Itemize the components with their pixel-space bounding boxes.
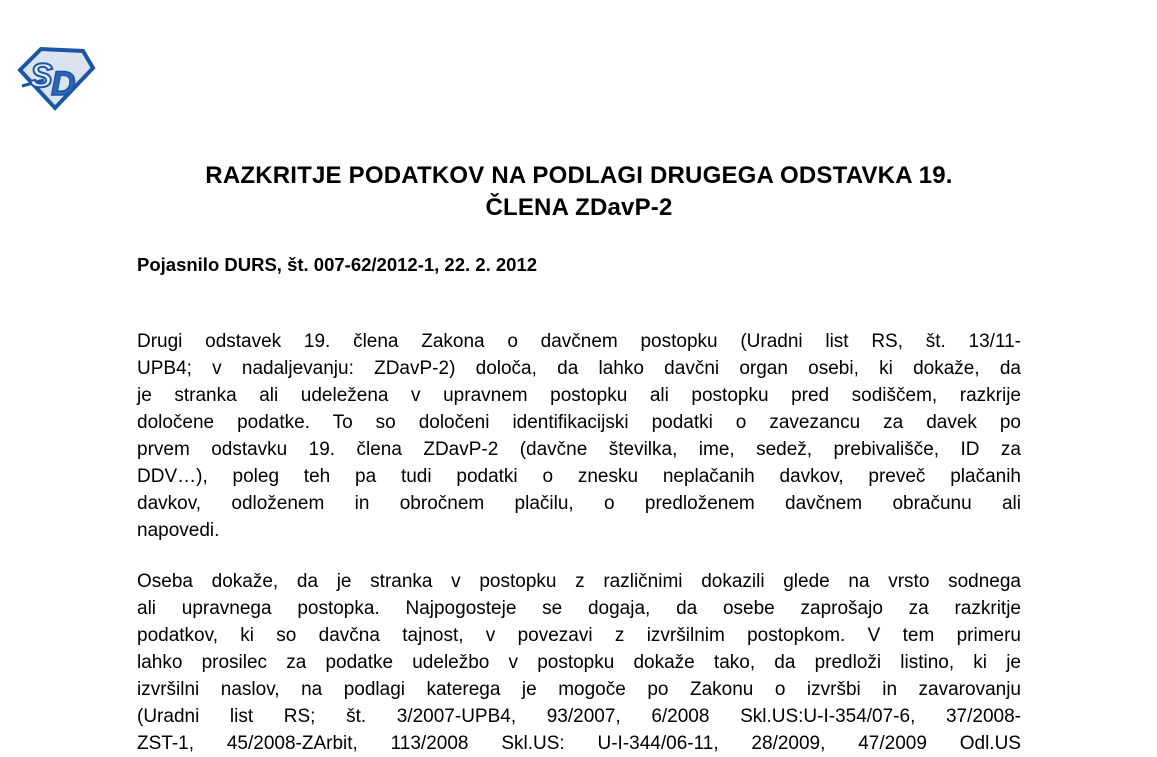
document-title xyxy=(137,160,1021,224)
title-line-1: RAZKRITJE PODATKOV NA PODLAGI DRUGEGA ODSTAVKA 19. xyxy=(205,162,953,189)
paragraph-2-line: podatkov, ki so davčna tajnost, v povezavi z izvršilnim postopkom. V tem primeru xyxy=(137,625,1021,646)
paragraph-2-line: (Uradni list RS; št. 3/2007-UPB4, 93/2007, 6/2008 Skl.US:U-I-354/07-6, 37/2008- xyxy=(137,706,1021,727)
paragraph-1-line: DDV…), poleg teh pa tudi podatki o znesku neplačanih davkov, preveč plačanih xyxy=(137,466,1021,487)
title-line-2: ČLENA ZDavP-2 xyxy=(485,194,673,221)
paragraph-1-line: je stranka ali udeležena v upravnem postopku ali postopku pred sodiščem, razkrije xyxy=(137,385,1021,406)
paragraph-1-line: davkov, odloženem in obročnem plačilu, o predloženem davčnem obračunu ali xyxy=(137,493,1021,514)
paragraph-1-line: napovedi. xyxy=(137,520,220,541)
paragraph-1-line: prvem odstavku 19. člena ZDavP-2 (davčne številka, ime, sedež, prebivališče, ID za xyxy=(137,439,1021,460)
paragraph-2-line: ali upravnega postopka. Najpogosteje se dogaja, da osebe zaprošajo za razkritje xyxy=(137,598,1021,619)
paragraph-2-line: izvršilni naslov, na podlagi katerega je mogoče po Zakonu o izvršbi in zavarovanju xyxy=(137,679,1021,700)
paragraph-1-line: UPB4; v nadaljevanju: ZDavP-2) določa, da lahko davčni organ osebi, ki dokaže, da xyxy=(137,358,1021,379)
paragraph-1 xyxy=(137,328,1021,544)
paragraph-2-line: Oseba dokaže, da je stranka v postopku z različnimi dokazili glede na vrsto sodnega xyxy=(137,571,1021,592)
paragraph-1-line: določene podatke. To so določeni identifikacijski podatki o zavezancu za davek po xyxy=(137,412,1021,433)
document-content xyxy=(137,0,1021,757)
paragraph-1-line: Drugi odstavek 19. člena Zakona o davčnem postopku (Uradni list RS, št. 13/11- xyxy=(137,331,1021,352)
document-subtitle: Pojasnilo DURS, št. 007-62/2012-1, 22. 2. 2012 xyxy=(137,254,538,275)
paragraph-2-line: lahko prosilec za podatke udeležbo v postopku dokaže tako, da predloži listino, ki je xyxy=(137,652,1021,673)
paragraph-2 xyxy=(137,568,1021,757)
sd-logo-icon xyxy=(14,42,100,114)
paragraph-2-line-clipped: ZST-1, 45/2008-ZArbit, 113/2008 Skl.US: U-I-344/06-11, 28/2009, 47/2009 Odl.US xyxy=(137,733,1021,754)
logo-letter-s: S xyxy=(30,57,53,95)
logo-letter-d: D xyxy=(51,65,76,103)
